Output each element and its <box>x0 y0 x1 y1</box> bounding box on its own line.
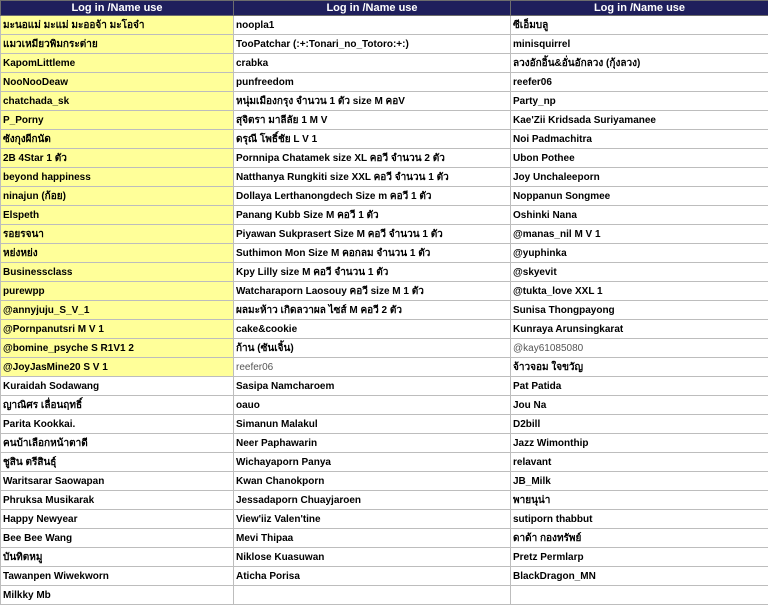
table-cell[interactable]: ซีเอ็มบลู <box>511 16 768 35</box>
table-cell[interactable]: Kunraya Arunsingkarat <box>511 320 768 339</box>
table-cell[interactable]: chatchada_sk <box>1 92 234 111</box>
table-row <box>1 149 768 168</box>
table-row <box>1 168 768 187</box>
table-cell[interactable]: Neer Paphawarin <box>234 434 511 453</box>
table-row <box>1 54 768 73</box>
table-row <box>1 358 768 377</box>
table-cell[interactable]: sutiporn thabbut <box>511 510 768 529</box>
table-cell[interactable]: P_Porny <box>1 111 234 130</box>
table-row <box>1 16 768 35</box>
table-cell[interactable]: @annyjuju_S_V_1 <box>1 301 234 320</box>
table-cell[interactable]: ลวงอักอิ้น&อั่นอักลวง (กุ้งลวง) <box>511 54 768 73</box>
table-cell[interactable]: ชูสิน ตรีสินธุ์ <box>1 453 234 472</box>
table-cell[interactable]: Milkky Mb <box>1 586 234 605</box>
table-cell[interactable]: Dollaya Lerthanongdech Size m คอวี 1 ตัว <box>234 187 511 206</box>
table-cell[interactable]: Kuraidah Sodawang <box>1 377 234 396</box>
table-cell[interactable]: Piyawan Sukprasert Size M คอวี จำนวน 1 ตัว <box>234 225 511 244</box>
table-cell[interactable]: แมวเหมียวพิมกระต่าย <box>1 35 234 54</box>
table-cell[interactable]: 2B 4Star 1 ตัว <box>1 149 234 168</box>
table-cell[interactable]: Sasipa Namcharoem <box>234 377 511 396</box>
table-cell[interactable]: @yuphinka <box>511 244 768 263</box>
table-row <box>1 510 768 529</box>
table-cell[interactable]: Jou Na <box>511 396 768 415</box>
table-cell[interactable]: มะนอแม่ มะแม่ มะออจ้า มะโอจ๋า <box>1 16 234 35</box>
table-cell[interactable]: ญาณิศร เลื่อนฤทธิ์ <box>1 396 234 415</box>
table-cell[interactable]: D2bill <box>511 415 768 434</box>
table-row <box>1 92 768 111</box>
table-cell[interactable]: @JoyJasMine20 S V 1 <box>1 358 234 377</box>
table-row <box>1 130 768 149</box>
sheet-body <box>1 16 768 605</box>
table-cell[interactable]: @skyevit <box>511 263 768 282</box>
table-cell[interactable]: reefer06 <box>511 73 768 92</box>
table-cell[interactable]: @bomine_psyche S R1V1 2 <box>1 339 234 358</box>
table-row <box>1 244 768 263</box>
table-cell[interactable]: reefer06 <box>234 358 511 377</box>
table-cell[interactable]: รอยรจนา <box>1 225 234 244</box>
table-cell[interactable]: Elspeth <box>1 206 234 225</box>
table-cell[interactable]: Kpy Lilly size M คอวี จำนวน 1 ตัว <box>234 263 511 282</box>
table-cell[interactable]: Phruksa Musikarak <box>1 491 234 510</box>
table-cell[interactable]: Bee Bee Wang <box>1 529 234 548</box>
table-row <box>1 415 768 434</box>
table-cell[interactable]: Noi Padmachitra <box>511 130 768 149</box>
table-row <box>1 567 768 586</box>
table-row <box>1 263 768 282</box>
table-cell[interactable]: purewpp <box>1 282 234 301</box>
table-cell[interactable]: Joy Unchaleeporn <box>511 168 768 187</box>
table-cell[interactable]: Simanun Malakul <box>234 415 511 434</box>
table-cell[interactable]: ดาด้า กองทรัพย์ <box>511 529 768 548</box>
column-header-2[interactable]: Log in /Name use <box>234 1 511 16</box>
table-cell[interactable]: Pornnipa Chatamek size XL คอวี จำนวน 2 ตัว <box>234 149 511 168</box>
table-row <box>1 491 768 510</box>
table-cell[interactable]: Waritsarar Saowapan <box>1 472 234 491</box>
table-cell[interactable]: punfreedom <box>234 73 511 92</box>
table-cell[interactable]: Noppanun Songmee <box>511 187 768 206</box>
table-cell[interactable]: oauo <box>234 396 511 415</box>
table-cell[interactable]: บันทิตหมู <box>1 548 234 567</box>
table-cell[interactable]: BlackDragon_MN <box>511 567 768 586</box>
table-cell[interactable]: cake&cookie <box>234 320 511 339</box>
table-cell[interactable]: Watcharaporn Laosouy คอวี size M 1 ตัว <box>234 282 511 301</box>
table-row <box>1 529 768 548</box>
table-cell[interactable]: relavant <box>511 453 768 472</box>
table-row <box>1 73 768 92</box>
table-cell[interactable]: NooNooDeaw <box>1 73 234 92</box>
table-row <box>1 548 768 567</box>
header-row <box>1 1 768 16</box>
table-cell[interactable]: Kae'Zii Kridsada Suriyamanee <box>511 111 768 130</box>
table-cell[interactable]: Sunisa Thongpayong <box>511 301 768 320</box>
table-cell[interactable]: beyond happiness <box>1 168 234 187</box>
table-cell[interactable]: สุจิตรา มาลีลัย 1 M V <box>234 111 511 130</box>
table-row <box>1 339 768 358</box>
table-cell[interactable]: Panang Kubb Size M คอวี 1 ตัว <box>234 206 511 225</box>
table-cell[interactable]: Pat Patida <box>511 377 768 396</box>
column-header-1[interactable]: Log in /Name use <box>1 1 234 16</box>
table-cell[interactable]: หย่งหย่ง <box>1 244 234 263</box>
table-cell[interactable]: Jazz Wimonthip <box>511 434 768 453</box>
table-cell[interactable]: noopla1 <box>234 16 511 35</box>
table-cell[interactable]: ninajun (ก้อย) <box>1 187 234 206</box>
table-cell[interactable]: ผลมะห้าว เกิดลวาผล ไซส์ M คอวี 2 ตัว <box>234 301 511 320</box>
table-cell[interactable]: @manas_nil M V 1 <box>511 225 768 244</box>
table-cell[interactable]: Parita Kookkai. <box>1 415 234 434</box>
table-cell[interactable]: Ubon Pothee <box>511 149 768 168</box>
table-cell[interactable]: Pretz Permlarp <box>511 548 768 567</box>
table-cell[interactable]: Niklose Kuasuwan <box>234 548 511 567</box>
column-header-3[interactable]: Log in /Name use <box>511 1 768 16</box>
table-row <box>1 282 768 301</box>
table-cell[interactable]: ซังกุงผีกนัด <box>1 130 234 149</box>
table-cell[interactable]: คนบ้าเลือกหน้าตาดี <box>1 434 234 453</box>
table-cell[interactable]: หนุ่มเมืองกรุง จำนวน 1 ตัว size M คอV <box>234 92 511 111</box>
table-row <box>1 187 768 206</box>
table-row <box>1 301 768 320</box>
table-cell[interactable]: JB_Milk <box>511 472 768 491</box>
table-cell[interactable]: Party_np <box>511 92 768 111</box>
table-cell[interactable]: Kwan Chanokporn <box>234 472 511 491</box>
table-cell[interactable]: TooPatchar (:+:Tonari_no_Totoro:+:) <box>234 35 511 54</box>
table-row <box>1 206 768 225</box>
table-cell[interactable]: @tukta_love XXL 1 <box>511 282 768 301</box>
table-cell[interactable]: @kay61085080 <box>511 339 768 358</box>
table-row <box>1 453 768 472</box>
table-cell[interactable]: Wichayaporn Panya <box>234 453 511 472</box>
table-cell[interactable]: KapomLittleme <box>1 54 234 73</box>
table-cell[interactable]: Jessadaporn Chuayjaroen <box>234 491 511 510</box>
table-cell[interactable]: minisquirrel <box>511 35 768 54</box>
table-cell[interactable]: crabka <box>234 54 511 73</box>
table-cell[interactable]: Oshinki Nana <box>511 206 768 225</box>
table-row <box>1 377 768 396</box>
table-cell[interactable]: Suthimon Mon Size M คอกลม จำนวน 1 ตัว <box>234 244 511 263</box>
table-cell[interactable]: Businessclass <box>1 263 234 282</box>
table-row <box>1 111 768 130</box>
table-cell[interactable]: ดรุณี โพธิ์ชัย L V 1 <box>234 130 511 149</box>
table-cell[interactable]: Mevi Thipaa <box>234 529 511 548</box>
table-cell[interactable]: Tawanpen Wiwekworn <box>1 567 234 586</box>
table-row <box>1 225 768 244</box>
table-row <box>1 396 768 415</box>
table-cell[interactable]: Natthanya Rungkiti size XXL คอวี จำนวน 1 ตัว <box>234 168 511 187</box>
table-cell[interactable]: พายนุน่า <box>511 491 768 510</box>
table-cell[interactable]: @Pornpanutsri M V 1 <box>1 320 234 339</box>
table-cell[interactable]: ก้าน (ซันเจิ้น) <box>234 339 511 358</box>
table-cell[interactable]: จ้าวจอม ใจขวัญ <box>511 358 768 377</box>
table-row <box>1 35 768 54</box>
table-row <box>1 472 768 491</box>
table-cell[interactable]: Happy Newyear <box>1 510 234 529</box>
table-row <box>1 320 768 339</box>
table-cell[interactable]: View'iiz Valen'tine <box>234 510 511 529</box>
table-cell[interactable]: Aticha Porisa <box>234 567 511 586</box>
table-row <box>1 434 768 453</box>
